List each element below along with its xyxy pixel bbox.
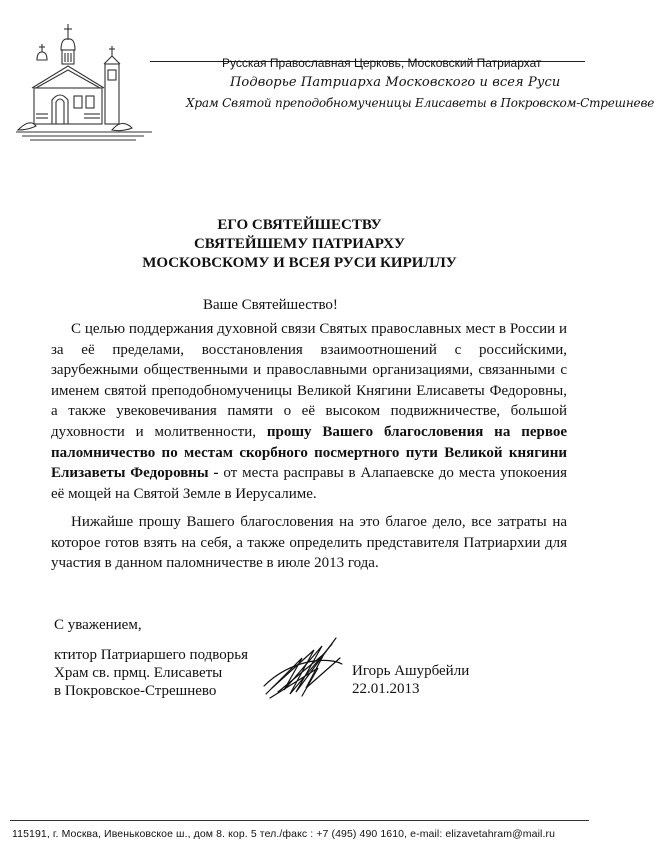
- addressee-line-2: СВЯТЕЙШЕМУ ПАТРИАРХУ: [193, 236, 406, 252]
- paragraph-1-request-bold: прошу Вашего благословения на первое паломничество по местам скорбного посмертного пути Великой княгини Елизаветы Федоровны -: [51, 423, 567, 482]
- signatory-title-line-3: в Покровское-Стрешнево: [54, 683, 217, 699]
- letterhead-church: Храм Святой преподобномученицы Елисаветы в Покровском-Стрешневе: [186, 96, 654, 110]
- addressee-block: [0, 216, 599, 273]
- handwritten-signature: [262, 628, 344, 700]
- addressee-line-1: ЕГО СВЯТЕЙШЕСТВУ: [217, 217, 382, 233]
- paragraph-2-text: Нижайше прошу Вашего благословения на это благое дело, все затраты на которое готов взять на себя, а также определить представителя Патриархии для участия в данном паломничестве в июле 2013 года.: [51, 514, 567, 572]
- paragraph-1-text-end: от места расправы в Алапаевске до места упокоения её мощей на Святой Земле в Иерусалиме.: [51, 465, 567, 502]
- closing-regards: С уважением,: [54, 617, 142, 633]
- signatory-title: [54, 646, 248, 700]
- footer-contacts: 115191, г. Москва, Ивеньковское ш., дом 8. кор. 5 тел./факс : +7 (495) 490 1610, e-mail: elizavetahram@mail.ru: [12, 828, 556, 840]
- paragraph-1-text-start: С целью поддержания духовной связи Святых православных мест в России и за её пределами, восстановления взаимоотношений с российскими, зарубежными общественными и православными организациями, связанными с именем святой преподобномученицы Великой Княгини Елисаветы Федоровны, а также увековечивания памяти о её высоком подвижничестве, большой духовности и молитвенности,: [51, 321, 567, 440]
- signatory-title-line-2: Храм св. прмц. Елисаветы: [54, 665, 223, 681]
- letterhead-organization: Русская Православная Церковь, Московский Патриархат: [222, 56, 542, 70]
- signatory-title-line-1: ктитор Патриаршего подворья: [54, 647, 248, 663]
- footer-rule: [10, 820, 589, 821]
- church-logo-icon: [12, 18, 202, 148]
- body-paragraph-1: [51, 319, 567, 504]
- letter-date: 22.01.2013: [352, 681, 420, 697]
- signatory-block: [352, 662, 469, 698]
- letterhead-podvorye: Подворье Патриарха Московского и всея Руси: [230, 75, 561, 90]
- addressee-line-3: МОСКОВСКОМУ И ВСЕЯ РУСИ КИРИЛЛУ: [142, 255, 457, 271]
- signatory-name: Игорь Ашурбейли: [352, 663, 470, 679]
- salutation: Ваше Святейшество!: [203, 297, 338, 313]
- body-paragraph-2: [51, 512, 567, 574]
